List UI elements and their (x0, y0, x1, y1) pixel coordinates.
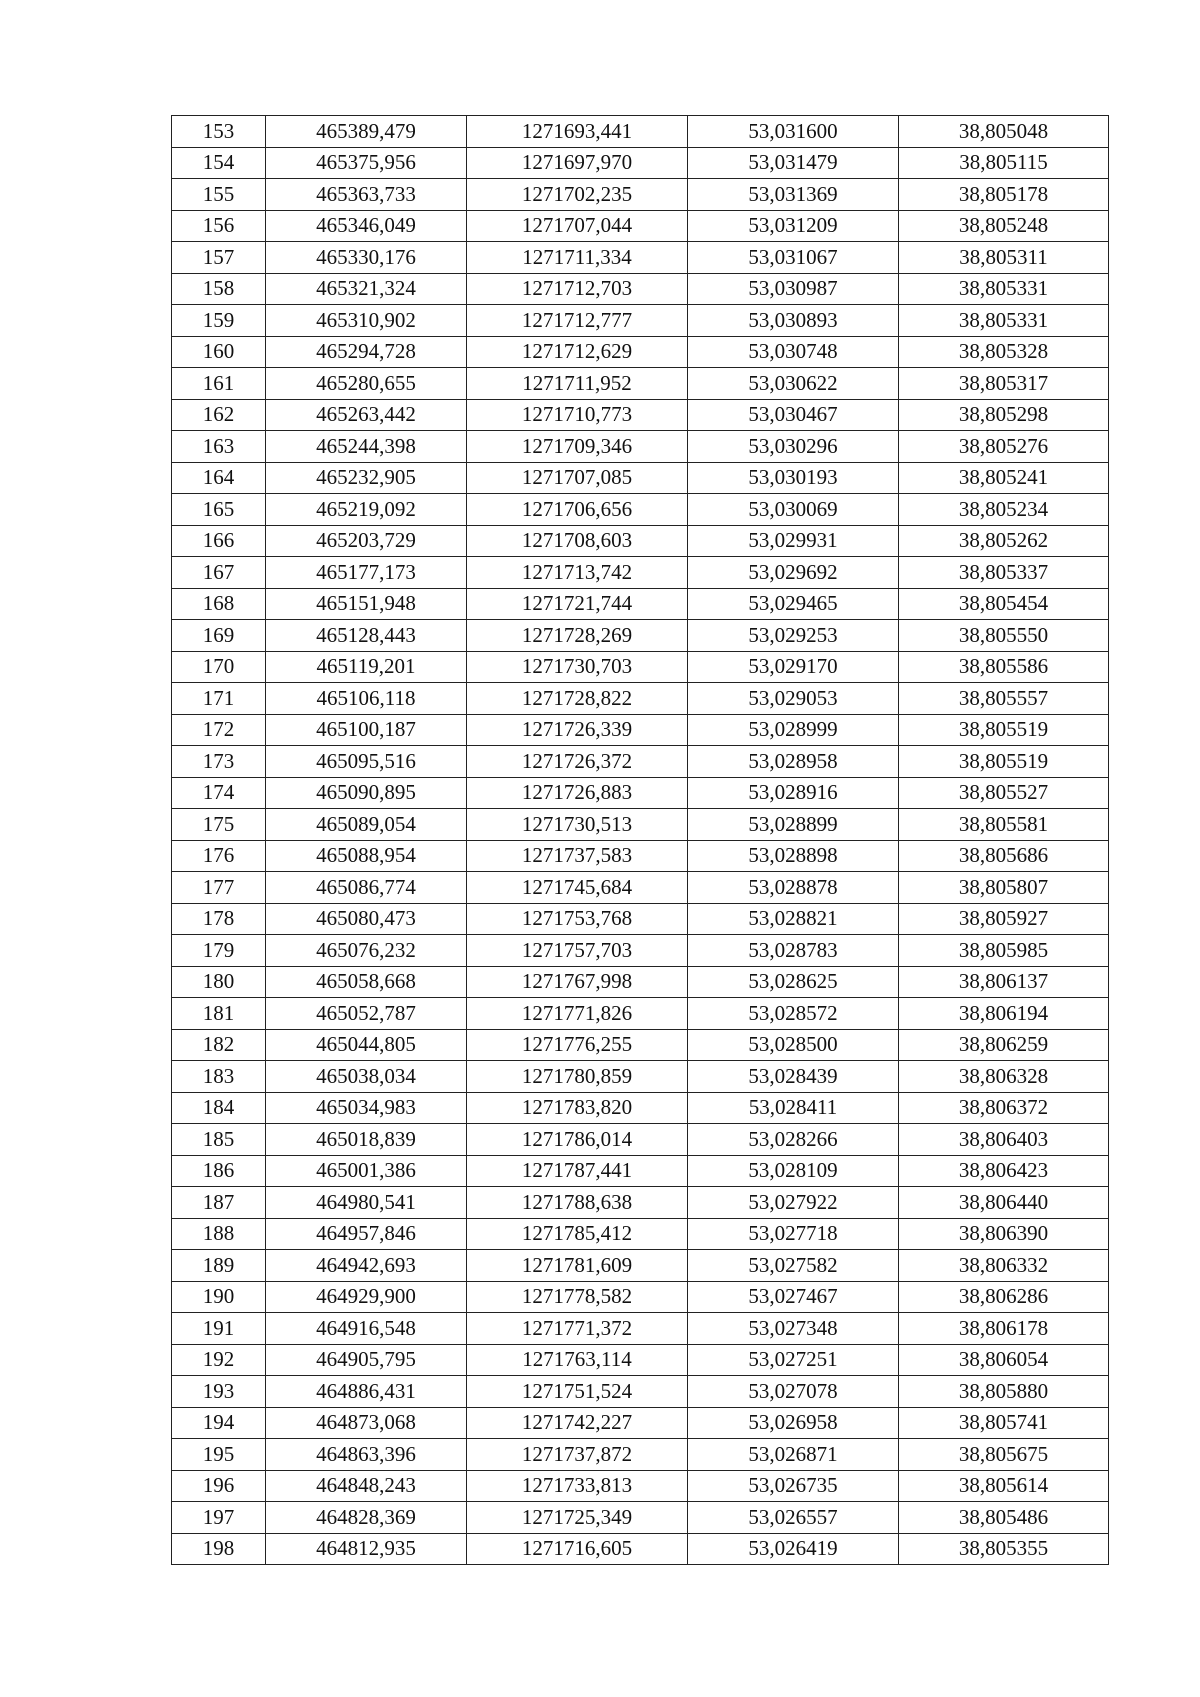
point-number-cell: 184 (172, 1092, 266, 1124)
latitude-cell: 53,031067 (688, 242, 899, 274)
y-coordinate-cell: 1271712,629 (467, 336, 688, 368)
longitude-cell: 38,805985 (899, 935, 1109, 967)
x-coordinate-cell: 465128,443 (266, 620, 467, 652)
latitude-cell: 53,027348 (688, 1313, 899, 1345)
longitude-cell: 38,805675 (899, 1439, 1109, 1471)
y-coordinate-cell: 1271788,638 (467, 1187, 688, 1219)
x-coordinate-cell: 464980,541 (266, 1187, 467, 1219)
x-coordinate-cell: 464828,369 (266, 1502, 467, 1534)
latitude-cell: 53,028821 (688, 903, 899, 935)
y-coordinate-cell: 1271757,703 (467, 935, 688, 967)
table-row (172, 336, 1109, 368)
table-row (172, 1502, 1109, 1534)
y-coordinate-cell: 1271787,441 (467, 1155, 688, 1187)
longitude-cell: 38,805048 (899, 116, 1109, 148)
longitude-cell: 38,805527 (899, 777, 1109, 809)
longitude-cell: 38,805234 (899, 494, 1109, 526)
x-coordinate-cell: 465044,805 (266, 1029, 467, 1061)
point-number-cell: 163 (172, 431, 266, 463)
table-row (172, 1407, 1109, 1439)
point-number-cell: 168 (172, 588, 266, 620)
point-number-cell: 171 (172, 683, 266, 715)
table-row (172, 588, 1109, 620)
point-number-cell: 189 (172, 1250, 266, 1282)
longitude-cell: 38,806372 (899, 1092, 1109, 1124)
table-row (172, 1029, 1109, 1061)
longitude-cell: 38,805331 (899, 273, 1109, 305)
latitude-cell: 53,026871 (688, 1439, 899, 1471)
longitude-cell: 38,806423 (899, 1155, 1109, 1187)
table-row (172, 116, 1109, 148)
y-coordinate-cell: 1271728,822 (467, 683, 688, 715)
x-coordinate-cell: 464905,795 (266, 1344, 467, 1376)
x-coordinate-cell: 465038,034 (266, 1061, 467, 1093)
latitude-cell: 53,029931 (688, 525, 899, 557)
point-number-cell: 196 (172, 1470, 266, 1502)
x-coordinate-cell: 465294,728 (266, 336, 467, 368)
latitude-cell: 53,028899 (688, 809, 899, 841)
x-coordinate-cell: 465219,092 (266, 494, 467, 526)
latitude-cell: 53,028439 (688, 1061, 899, 1093)
longitude-cell: 38,805581 (899, 809, 1109, 841)
longitude-cell: 38,805317 (899, 368, 1109, 400)
y-coordinate-cell: 1271712,703 (467, 273, 688, 305)
latitude-cell: 53,030893 (688, 305, 899, 337)
latitude-cell: 53,031369 (688, 179, 899, 211)
y-coordinate-cell: 1271778,582 (467, 1281, 688, 1313)
table-row (172, 998, 1109, 1030)
table-row (172, 399, 1109, 431)
x-coordinate-cell: 464957,846 (266, 1218, 467, 1250)
point-number-cell: 178 (172, 903, 266, 935)
table-row (172, 1533, 1109, 1565)
x-coordinate-cell: 465330,176 (266, 242, 467, 274)
y-coordinate-cell: 1271771,372 (467, 1313, 688, 1345)
point-number-cell: 162 (172, 399, 266, 431)
latitude-cell: 53,029053 (688, 683, 899, 715)
latitude-cell: 53,030193 (688, 462, 899, 494)
longitude-cell: 38,805328 (899, 336, 1109, 368)
y-coordinate-cell: 1271781,609 (467, 1250, 688, 1282)
y-coordinate-cell: 1271742,227 (467, 1407, 688, 1439)
table-row (172, 147, 1109, 179)
latitude-cell: 53,031209 (688, 210, 899, 242)
longitude-cell: 38,805927 (899, 903, 1109, 935)
longitude-cell: 38,805519 (899, 746, 1109, 778)
point-number-cell: 157 (172, 242, 266, 274)
x-coordinate-cell: 464848,243 (266, 1470, 467, 1502)
latitude-cell: 53,030069 (688, 494, 899, 526)
table-row (172, 1250, 1109, 1282)
longitude-cell: 38,806403 (899, 1124, 1109, 1156)
latitude-cell: 53,026557 (688, 1502, 899, 1534)
x-coordinate-cell: 465346,049 (266, 210, 467, 242)
table-row (172, 903, 1109, 935)
coordinates-table (171, 115, 1109, 1565)
longitude-cell: 38,805586 (899, 651, 1109, 683)
point-number-cell: 167 (172, 557, 266, 589)
y-coordinate-cell: 1271786,014 (467, 1124, 688, 1156)
y-coordinate-cell: 1271707,085 (467, 462, 688, 494)
point-number-cell: 183 (172, 1061, 266, 1093)
x-coordinate-cell: 465090,895 (266, 777, 467, 809)
longitude-cell: 38,806286 (899, 1281, 1109, 1313)
latitude-cell: 53,030467 (688, 399, 899, 431)
point-number-cell: 180 (172, 966, 266, 998)
y-coordinate-cell: 1271771,826 (467, 998, 688, 1030)
point-number-cell: 197 (172, 1502, 266, 1534)
latitude-cell: 53,028572 (688, 998, 899, 1030)
y-coordinate-cell: 1271693,441 (467, 116, 688, 148)
table-row (172, 1281, 1109, 1313)
longitude-cell: 38,806178 (899, 1313, 1109, 1345)
y-coordinate-cell: 1271711,952 (467, 368, 688, 400)
table-row (172, 1439, 1109, 1471)
x-coordinate-cell: 465095,516 (266, 746, 467, 778)
x-coordinate-cell: 464916,548 (266, 1313, 467, 1345)
longitude-cell: 38,805262 (899, 525, 1109, 557)
y-coordinate-cell: 1271708,603 (467, 525, 688, 557)
point-number-cell: 187 (172, 1187, 266, 1219)
longitude-cell: 38,805519 (899, 714, 1109, 746)
table-row (172, 1344, 1109, 1376)
x-coordinate-cell: 465100,187 (266, 714, 467, 746)
point-number-cell: 161 (172, 368, 266, 400)
longitude-cell: 38,805686 (899, 840, 1109, 872)
longitude-cell: 38,805614 (899, 1470, 1109, 1502)
y-coordinate-cell: 1271737,872 (467, 1439, 688, 1471)
table-row (172, 242, 1109, 274)
table-row (172, 746, 1109, 778)
x-coordinate-cell: 465086,774 (266, 872, 467, 904)
table-row (172, 210, 1109, 242)
latitude-cell: 53,027922 (688, 1187, 899, 1219)
table-row (172, 431, 1109, 463)
x-coordinate-cell: 464886,431 (266, 1376, 467, 1408)
longitude-cell: 38,805311 (899, 242, 1109, 274)
point-number-cell: 198 (172, 1533, 266, 1565)
x-coordinate-cell: 464812,935 (266, 1533, 467, 1565)
table-row (172, 1155, 1109, 1187)
x-coordinate-cell: 464863,396 (266, 1439, 467, 1471)
point-number-cell: 175 (172, 809, 266, 841)
x-coordinate-cell: 464873,068 (266, 1407, 467, 1439)
latitude-cell: 53,031479 (688, 147, 899, 179)
latitude-cell: 53,028898 (688, 840, 899, 872)
longitude-cell: 38,805741 (899, 1407, 1109, 1439)
x-coordinate-cell: 465389,479 (266, 116, 467, 148)
longitude-cell: 38,805331 (899, 305, 1109, 337)
latitude-cell: 53,027251 (688, 1344, 899, 1376)
table-row (172, 273, 1109, 305)
table-row (172, 557, 1109, 589)
y-coordinate-cell: 1271745,684 (467, 872, 688, 904)
x-coordinate-cell: 465076,232 (266, 935, 467, 967)
latitude-cell: 53,028500 (688, 1029, 899, 1061)
y-coordinate-cell: 1271707,044 (467, 210, 688, 242)
point-number-cell: 176 (172, 840, 266, 872)
x-coordinate-cell: 465321,324 (266, 273, 467, 305)
longitude-cell: 38,806440 (899, 1187, 1109, 1219)
y-coordinate-cell: 1271697,970 (467, 147, 688, 179)
table-row (172, 305, 1109, 337)
longitude-cell: 38,806332 (899, 1250, 1109, 1282)
latitude-cell: 53,027078 (688, 1376, 899, 1408)
latitude-cell: 53,028783 (688, 935, 899, 967)
x-coordinate-cell: 465119,201 (266, 651, 467, 683)
point-number-cell: 186 (172, 1155, 266, 1187)
point-number-cell: 194 (172, 1407, 266, 1439)
point-number-cell: 179 (172, 935, 266, 967)
y-coordinate-cell: 1271730,703 (467, 651, 688, 683)
point-number-cell: 185 (172, 1124, 266, 1156)
latitude-cell: 53,026735 (688, 1470, 899, 1502)
latitude-cell: 53,029253 (688, 620, 899, 652)
point-number-cell: 191 (172, 1313, 266, 1345)
longitude-cell: 38,805454 (899, 588, 1109, 620)
latitude-cell: 53,028878 (688, 872, 899, 904)
table-row (172, 1470, 1109, 1502)
latitude-cell: 53,030622 (688, 368, 899, 400)
y-coordinate-cell: 1271711,334 (467, 242, 688, 274)
latitude-cell: 53,027582 (688, 1250, 899, 1282)
point-number-cell: 165 (172, 494, 266, 526)
x-coordinate-cell: 465244,398 (266, 431, 467, 463)
point-number-cell: 169 (172, 620, 266, 652)
y-coordinate-cell: 1271716,605 (467, 1533, 688, 1565)
longitude-cell: 38,805241 (899, 462, 1109, 494)
latitude-cell: 53,030296 (688, 431, 899, 463)
coordinates-table-body (172, 116, 1109, 1565)
longitude-cell: 38,805880 (899, 1376, 1109, 1408)
longitude-cell: 38,806137 (899, 966, 1109, 998)
x-coordinate-cell: 465001,386 (266, 1155, 467, 1187)
latitude-cell: 53,031600 (688, 116, 899, 148)
y-coordinate-cell: 1271712,777 (467, 305, 688, 337)
table-row (172, 1092, 1109, 1124)
table-row (172, 872, 1109, 904)
table-row (172, 840, 1109, 872)
table-row (172, 1313, 1109, 1345)
longitude-cell: 38,805550 (899, 620, 1109, 652)
table-row (172, 179, 1109, 211)
point-number-cell: 192 (172, 1344, 266, 1376)
table-row (172, 777, 1109, 809)
table-row (172, 714, 1109, 746)
x-coordinate-cell: 465058,668 (266, 966, 467, 998)
longitude-cell: 38,806328 (899, 1061, 1109, 1093)
x-coordinate-cell: 465280,655 (266, 368, 467, 400)
y-coordinate-cell: 1271751,524 (467, 1376, 688, 1408)
y-coordinate-cell: 1271706,656 (467, 494, 688, 526)
latitude-cell: 53,028411 (688, 1092, 899, 1124)
x-coordinate-cell: 465080,473 (266, 903, 467, 935)
y-coordinate-cell: 1271763,114 (467, 1344, 688, 1376)
point-number-cell: 174 (172, 777, 266, 809)
y-coordinate-cell: 1271725,349 (467, 1502, 688, 1534)
y-coordinate-cell: 1271737,583 (467, 840, 688, 872)
table-row (172, 1061, 1109, 1093)
latitude-cell: 53,029465 (688, 588, 899, 620)
y-coordinate-cell: 1271783,820 (467, 1092, 688, 1124)
longitude-cell: 38,805486 (899, 1502, 1109, 1534)
point-number-cell: 156 (172, 210, 266, 242)
latitude-cell: 53,029692 (688, 557, 899, 589)
x-coordinate-cell: 465310,902 (266, 305, 467, 337)
latitude-cell: 53,028625 (688, 966, 899, 998)
latitude-cell: 53,030748 (688, 336, 899, 368)
point-number-cell: 181 (172, 998, 266, 1030)
latitude-cell: 53,028916 (688, 777, 899, 809)
x-coordinate-cell: 465106,118 (266, 683, 467, 715)
latitude-cell: 53,026419 (688, 1533, 899, 1565)
longitude-cell: 38,805298 (899, 399, 1109, 431)
latitude-cell: 53,028266 (688, 1124, 899, 1156)
table-row (172, 620, 1109, 652)
point-number-cell: 172 (172, 714, 266, 746)
table-row (172, 1218, 1109, 1250)
table-row (172, 525, 1109, 557)
latitude-cell: 53,027467 (688, 1281, 899, 1313)
y-coordinate-cell: 1271733,813 (467, 1470, 688, 1502)
point-number-cell: 188 (172, 1218, 266, 1250)
longitude-cell: 38,805115 (899, 147, 1109, 179)
y-coordinate-cell: 1271753,768 (467, 903, 688, 935)
longitude-cell: 38,806390 (899, 1218, 1109, 1250)
y-coordinate-cell: 1271721,744 (467, 588, 688, 620)
y-coordinate-cell: 1271702,235 (467, 179, 688, 211)
table-row (172, 1124, 1109, 1156)
latitude-cell: 53,028109 (688, 1155, 899, 1187)
point-number-cell: 159 (172, 305, 266, 337)
y-coordinate-cell: 1271709,346 (467, 431, 688, 463)
longitude-cell: 38,805557 (899, 683, 1109, 715)
y-coordinate-cell: 1271726,883 (467, 777, 688, 809)
latitude-cell: 53,028999 (688, 714, 899, 746)
y-coordinate-cell: 1271726,339 (467, 714, 688, 746)
table-row (172, 683, 1109, 715)
table-row (172, 462, 1109, 494)
y-coordinate-cell: 1271726,372 (467, 746, 688, 778)
table-row (172, 935, 1109, 967)
x-coordinate-cell: 464942,693 (266, 1250, 467, 1282)
point-number-cell: 173 (172, 746, 266, 778)
longitude-cell: 38,805276 (899, 431, 1109, 463)
point-number-cell: 182 (172, 1029, 266, 1061)
point-number-cell: 170 (172, 651, 266, 683)
x-coordinate-cell: 465088,954 (266, 840, 467, 872)
x-coordinate-cell: 465177,173 (266, 557, 467, 589)
longitude-cell: 38,805178 (899, 179, 1109, 211)
table-row (172, 494, 1109, 526)
table-row (172, 966, 1109, 998)
longitude-cell: 38,806054 (899, 1344, 1109, 1376)
table-row (172, 1376, 1109, 1408)
latitude-cell: 53,026958 (688, 1407, 899, 1439)
point-number-cell: 166 (172, 525, 266, 557)
longitude-cell: 38,805355 (899, 1533, 1109, 1565)
point-number-cell: 153 (172, 116, 266, 148)
point-number-cell: 164 (172, 462, 266, 494)
y-coordinate-cell: 1271767,998 (467, 966, 688, 998)
x-coordinate-cell: 465034,983 (266, 1092, 467, 1124)
y-coordinate-cell: 1271713,742 (467, 557, 688, 589)
longitude-cell: 38,805248 (899, 210, 1109, 242)
y-coordinate-cell: 1271776,255 (467, 1029, 688, 1061)
y-coordinate-cell: 1271785,412 (467, 1218, 688, 1250)
longitude-cell: 38,805807 (899, 872, 1109, 904)
latitude-cell: 53,030987 (688, 273, 899, 305)
y-coordinate-cell: 1271728,269 (467, 620, 688, 652)
point-number-cell: 154 (172, 147, 266, 179)
point-number-cell: 155 (172, 179, 266, 211)
table-row (172, 651, 1109, 683)
point-number-cell: 193 (172, 1376, 266, 1408)
point-number-cell: 160 (172, 336, 266, 368)
x-coordinate-cell: 465089,054 (266, 809, 467, 841)
y-coordinate-cell: 1271730,513 (467, 809, 688, 841)
point-number-cell: 158 (172, 273, 266, 305)
latitude-cell: 53,029170 (688, 651, 899, 683)
x-coordinate-cell: 465052,787 (266, 998, 467, 1030)
y-coordinate-cell: 1271710,773 (467, 399, 688, 431)
point-number-cell: 177 (172, 872, 266, 904)
x-coordinate-cell: 465203,729 (266, 525, 467, 557)
x-coordinate-cell: 465232,905 (266, 462, 467, 494)
point-number-cell: 195 (172, 1439, 266, 1471)
longitude-cell: 38,806259 (899, 1029, 1109, 1061)
x-coordinate-cell: 465263,442 (266, 399, 467, 431)
latitude-cell: 53,027718 (688, 1218, 899, 1250)
x-coordinate-cell: 465375,956 (266, 147, 467, 179)
x-coordinate-cell: 464929,900 (266, 1281, 467, 1313)
longitude-cell: 38,806194 (899, 998, 1109, 1030)
table-row (172, 1187, 1109, 1219)
table-row (172, 809, 1109, 841)
longitude-cell: 38,805337 (899, 557, 1109, 589)
y-coordinate-cell: 1271780,859 (467, 1061, 688, 1093)
table-row (172, 368, 1109, 400)
x-coordinate-cell: 465018,839 (266, 1124, 467, 1156)
x-coordinate-cell: 465151,948 (266, 588, 467, 620)
point-number-cell: 190 (172, 1281, 266, 1313)
x-coordinate-cell: 465363,733 (266, 179, 467, 211)
latitude-cell: 53,028958 (688, 746, 899, 778)
